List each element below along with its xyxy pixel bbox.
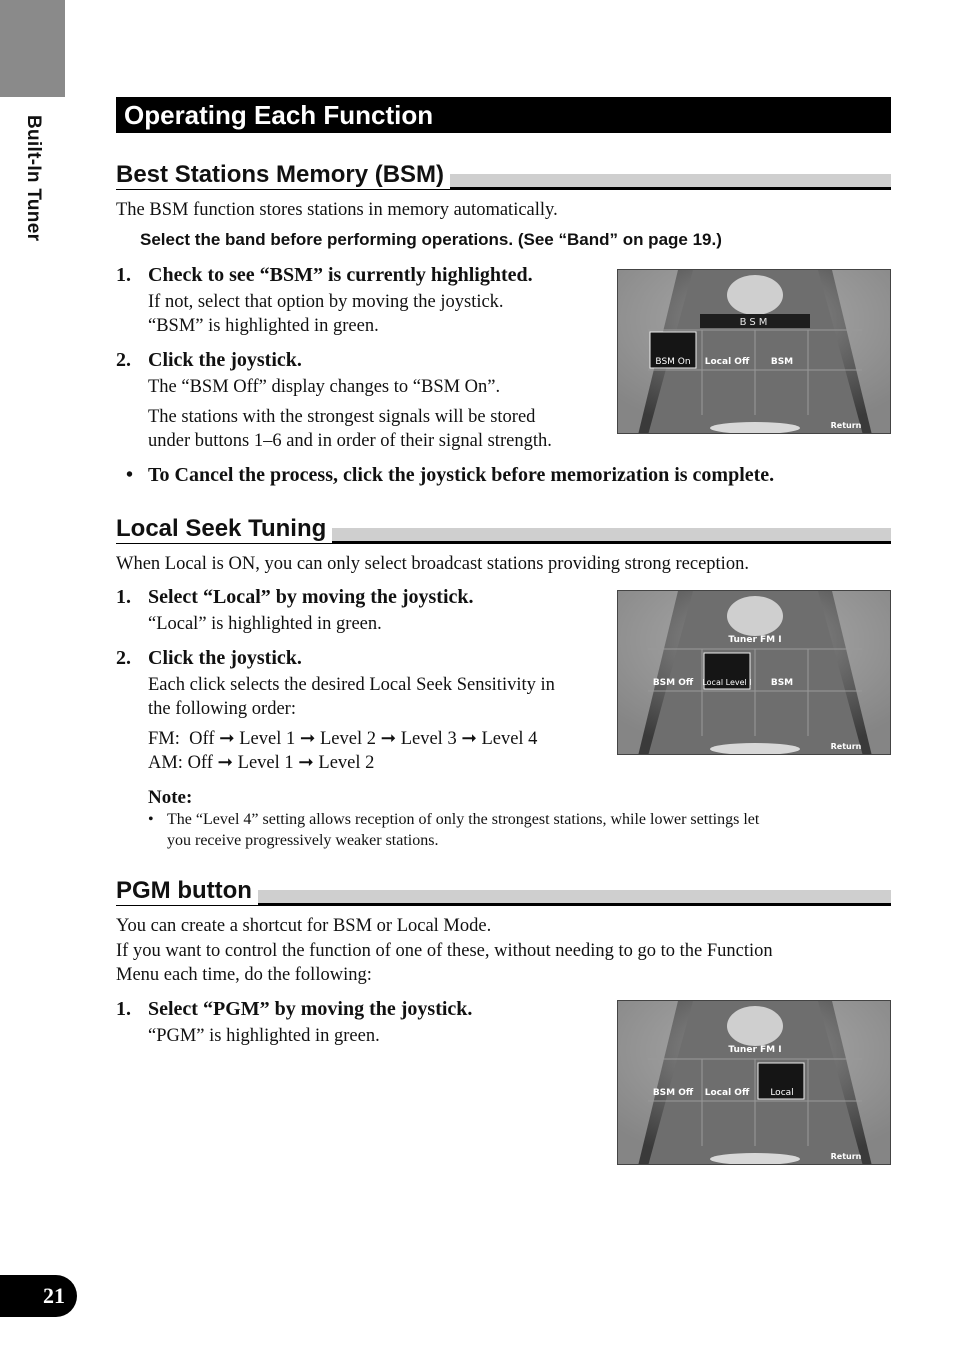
pgm-heading: PGM button [116, 877, 258, 905]
bsm-step2-text3: under buttons 1–6 and in order of their signal strength. [148, 431, 552, 451]
pgm-step-1 [116, 996, 606, 1048]
local-screenshot [617, 590, 891, 755]
bsm-screen-tile-3: BSM [770, 357, 794, 367]
bsm-screen-header: BSM [739, 317, 771, 328]
bsm-cancel-bullet: • [126, 464, 134, 486]
local-screen-return: Return [830, 742, 862, 751]
pgm-screen-tile-1: BSM Off [652, 1088, 694, 1098]
pgm-screen-art [618, 1001, 891, 1165]
bsm-step2-text2: The stations with the strongest signals will be stored [148, 407, 536, 427]
side-tab-block [0, 0, 65, 97]
bsm-step2-text1: The “BSM Off” display changes to “BSM On”. [148, 377, 501, 397]
local-note-bullet: • [148, 811, 154, 828]
local-step-2 [116, 645, 606, 775]
local-note-label: Note: [148, 787, 193, 808]
bsm-heading-rule [116, 161, 891, 190]
pgm-screen-tile-3: Local [770, 1088, 794, 1098]
pgm-step1-title: Select “PGM” by moving the joystick. [148, 998, 473, 1020]
local-screen-tile-2: Local Level I [702, 678, 752, 687]
local-screen-header: Tuner FM I [728, 635, 782, 645]
bsm-screen-return: Return [830, 421, 862, 430]
local-heading: Local Seek Tuning [116, 515, 332, 543]
local-step2-text2: the following order: [148, 699, 296, 719]
bsm-step1-number: 1. [116, 264, 131, 286]
bsm-screen-tile-1: BSM On [655, 357, 691, 367]
local-screen-tile-3: BSM [770, 678, 794, 688]
bsm-step-1 [116, 262, 606, 338]
bsm-select-note: Select the band before performing operations. (See “Band” on page 19.) [140, 230, 722, 249]
pgm-intro-line2: If you want to control the function of one of these, without needing to go to the Function [116, 941, 773, 961]
bsm-step2-number: 2. [116, 349, 131, 371]
local-note-line1: The “Level 4” setting allows reception of only the strongest stations, while lower settings let [167, 811, 760, 828]
pgm-heading-rule [116, 877, 891, 906]
bsm-step2-title: Click the joystick. [148, 349, 302, 371]
bsm-heading: Best Stations Memory (BSM) [116, 161, 450, 189]
local-step1-title: Select “Local” by moving the joystick. [148, 586, 474, 608]
bsm-screenshot [617, 269, 891, 434]
bsm-cancel-item [126, 462, 896, 488]
local-step2-title: Click the joystick. [148, 647, 302, 669]
local-step1-text: “Local” is highlighted in green. [148, 614, 382, 634]
side-section-label [22, 115, 62, 255]
bsm-step1-text1: If not, select that option by moving the joystick. [148, 292, 504, 312]
pgm-screenshot [617, 1000, 891, 1165]
bsm-screen-art [618, 270, 891, 434]
pgm-intro-line3: Menu each time, do the following: [116, 965, 372, 985]
local-fm-sequence: FM: Off ➞ Level 1 ➞ Level 2 ➞ Level 3 ➞ Level 4 [148, 729, 538, 749]
local-screen-art [618, 591, 891, 755]
bsm-intro: The BSM function stores stations in memory automatically. [116, 200, 558, 220]
bsm-step1-title: Check to see “BSM” is currently highlighted. [148, 264, 533, 286]
local-step1-number: 1. [116, 586, 131, 608]
pgm-screen-return: Return [830, 1152, 862, 1161]
local-note-text [167, 809, 887, 851]
section-banner: Operating Each Function [116, 97, 891, 133]
local-note-line2: you receive progressively weaker stations. [167, 832, 439, 849]
pgm-intro [116, 914, 876, 987]
bsm-cancel-text: To Cancel the process, click the joystick before memorization is complete. [148, 464, 775, 486]
bsm-step-2 [116, 347, 606, 453]
local-screen-tile-1: BSM Off [652, 678, 694, 688]
pgm-intro-line1: You can create a shortcut for BSM or Local Mode. [116, 916, 492, 936]
pgm-step1-number: 1. [116, 998, 131, 1020]
side-label-text: Built-In Tuner [23, 115, 44, 242]
local-step-1 [116, 584, 606, 636]
local-intro: When Local is ON, you can only select broadcast stations providing strong reception. [116, 554, 749, 574]
local-step2-number: 2. [116, 647, 131, 669]
local-am-sequence: AM: Off ➞ Level 1 ➞ Level 2 [148, 753, 375, 773]
bsm-step1-text2: “BSM” is highlighted in green. [148, 316, 379, 336]
page-number: 21 [0, 1275, 77, 1317]
pgm-screen-header: Tuner FM I [728, 1045, 782, 1055]
pgm-step1-text: “PGM” is highlighted in green. [148, 1026, 380, 1046]
pgm-screen-tile-2: Local Off [704, 1088, 750, 1098]
local-heading-rule [116, 515, 891, 544]
bsm-screen-tile-2: Local Off [704, 357, 750, 367]
local-step2-text1: Each click selects the desired Local Seek Sensitivity in [148, 675, 555, 695]
